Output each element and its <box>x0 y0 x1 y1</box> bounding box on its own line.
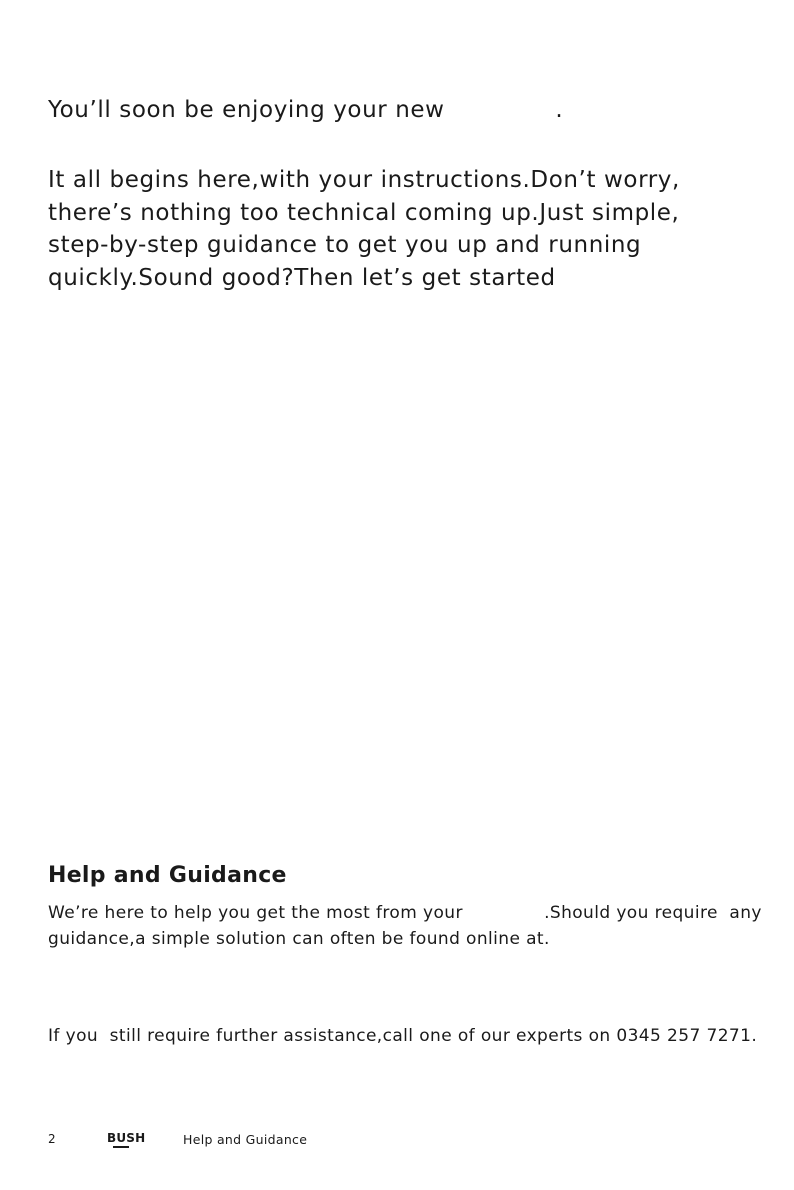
intro-paragraph <box>48 164 748 294</box>
help-section-title: Help and Guidance <box>48 863 287 888</box>
page-number: 2 <box>48 1132 56 1146</box>
footer-section-title: Help and Guidance <box>183 1132 308 1147</box>
assistance-text: If you still require further assistance,call one of our experts on 0345 257 7271. <box>48 1026 758 1046</box>
brand-logo-underline <box>113 1146 129 1148</box>
brand-logo-text: BUSH <box>107 1131 146 1145</box>
intro-paragraph-line: there’s nothing too technical coming up.Just simple, <box>48 199 680 226</box>
intro-paragraph-line: It all begins here,with your instructions.Don’t worry, <box>48 167 680 193</box>
intro-paragraph-line: quickly.Sound good?Then let’s get started <box>48 264 556 291</box>
intro-paragraph-line: step-by-step guidance to get you up and running <box>48 232 642 258</box>
help-body-line: guidance,a simple solution can often be found online at. <box>48 928 550 949</box>
intro-headline: You’ll soon be enjoying your new . <box>48 97 564 123</box>
help-body-line: We’re here to help you get the most from your .Should you require any <box>48 903 762 923</box>
brand-logo <box>107 1131 145 1145</box>
help-section-body <box>48 901 768 952</box>
